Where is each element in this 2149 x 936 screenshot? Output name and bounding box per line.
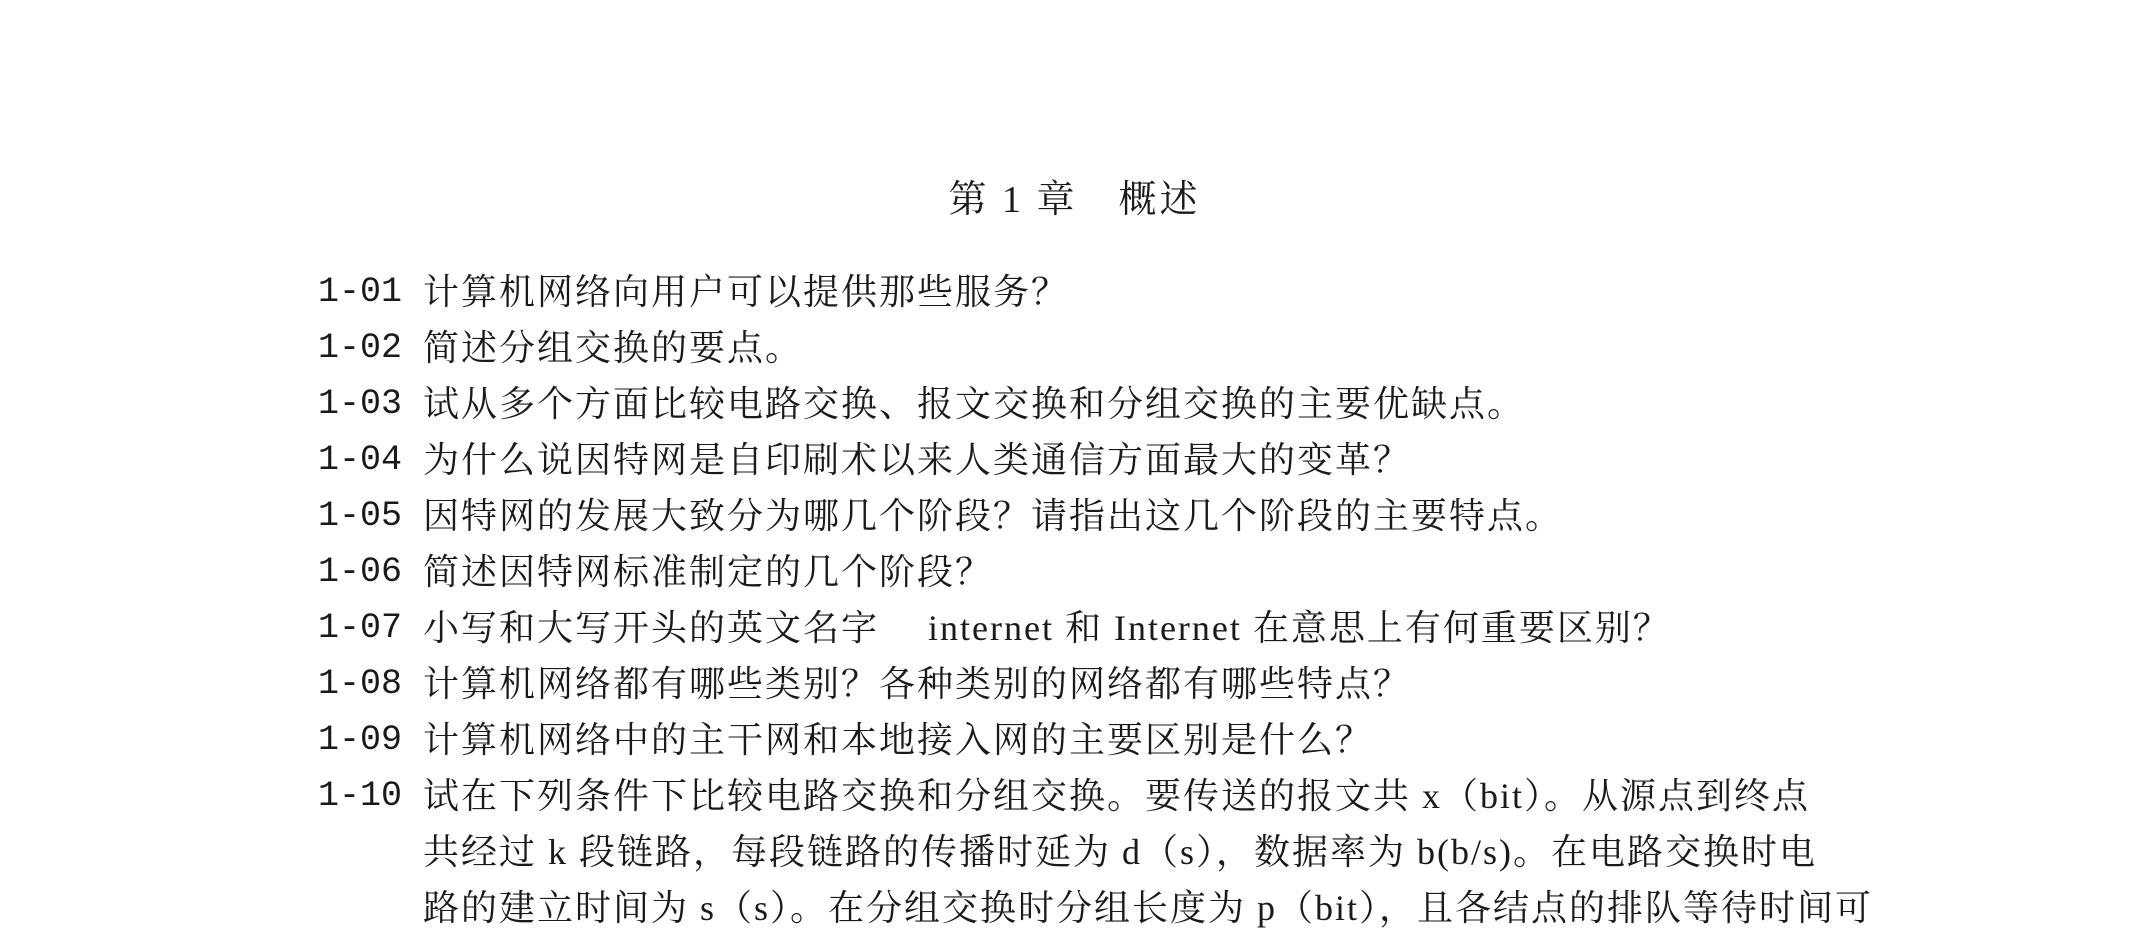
question-text: 小写和大写开头的英文名字 internet 和 Internet 在意思上有何重要区别？ bbox=[423, 608, 1671, 648]
question-number: 1-03 bbox=[318, 384, 403, 424]
question-row-continuation bbox=[318, 824, 2018, 880]
question-row bbox=[318, 656, 2018, 712]
question-number: 1-07 bbox=[318, 608, 403, 648]
question-row bbox=[318, 376, 2018, 432]
question-text: 为什么说因特网是自印刷术以来人类通信方面最大的变革？ bbox=[423, 440, 1412, 480]
question-number bbox=[318, 824, 423, 880]
question-number: 1-04 bbox=[318, 440, 403, 480]
question-text: 计算机网络中的主干网和本地接入网的主要区别是什么？ bbox=[423, 720, 1374, 760]
question-text: 因特网的发展大致分为哪几个阶段？请指出这几个阶段的主要特点。 bbox=[423, 496, 1564, 536]
question-row bbox=[318, 768, 2018, 824]
chapter-title: 第 1 章 概述 bbox=[948, 179, 1201, 221]
question-list bbox=[318, 264, 2018, 936]
question-row bbox=[318, 712, 2018, 768]
question-number: 1-02 bbox=[318, 328, 403, 368]
question-number bbox=[318, 880, 423, 936]
question-row bbox=[318, 600, 2018, 656]
question-text: 简述分组交换的要点。 bbox=[423, 328, 804, 368]
question-number: 1-10 bbox=[318, 776, 403, 816]
question-number: 1-05 bbox=[318, 496, 403, 536]
question-number: 1-09 bbox=[318, 720, 403, 760]
question-row bbox=[318, 264, 2018, 320]
question-number: 1-06 bbox=[318, 552, 403, 592]
question-row bbox=[318, 432, 2018, 488]
question-text: 路的建立时间为 s（s）。在分组交换时分组长度为 p（bit），且各结点的排队等待时间可 bbox=[423, 888, 1874, 928]
question-row-continuation-clipped bbox=[318, 880, 2018, 936]
question-row bbox=[318, 544, 2018, 600]
question-text: 共经过 k 段链路，每段链路的传播时延为 d（s），数据率为 b(b/s)。在电路交换时电 bbox=[423, 832, 1817, 872]
question-number: 1-08 bbox=[318, 664, 403, 704]
question-number: 1-01 bbox=[318, 272, 403, 312]
question-row bbox=[318, 320, 2018, 376]
question-text: 试在下列条件下比较电路交换和分组交换。要传送的报文共 x（bit）。从源点到终点 bbox=[423, 776, 1811, 816]
question-text: 试从多个方面比较电路交换、报文交换和分组交换的主要优缺点。 bbox=[423, 384, 1526, 424]
question-text: 计算机网络向用户可以提供那些服务？ bbox=[423, 272, 1070, 312]
question-row bbox=[318, 488, 2018, 544]
question-text: 计算机网络都有哪些类别？各种类别的网络都有哪些特点？ bbox=[423, 664, 1412, 704]
question-text: 简述因特网标准制定的几个阶段？ bbox=[423, 552, 994, 592]
